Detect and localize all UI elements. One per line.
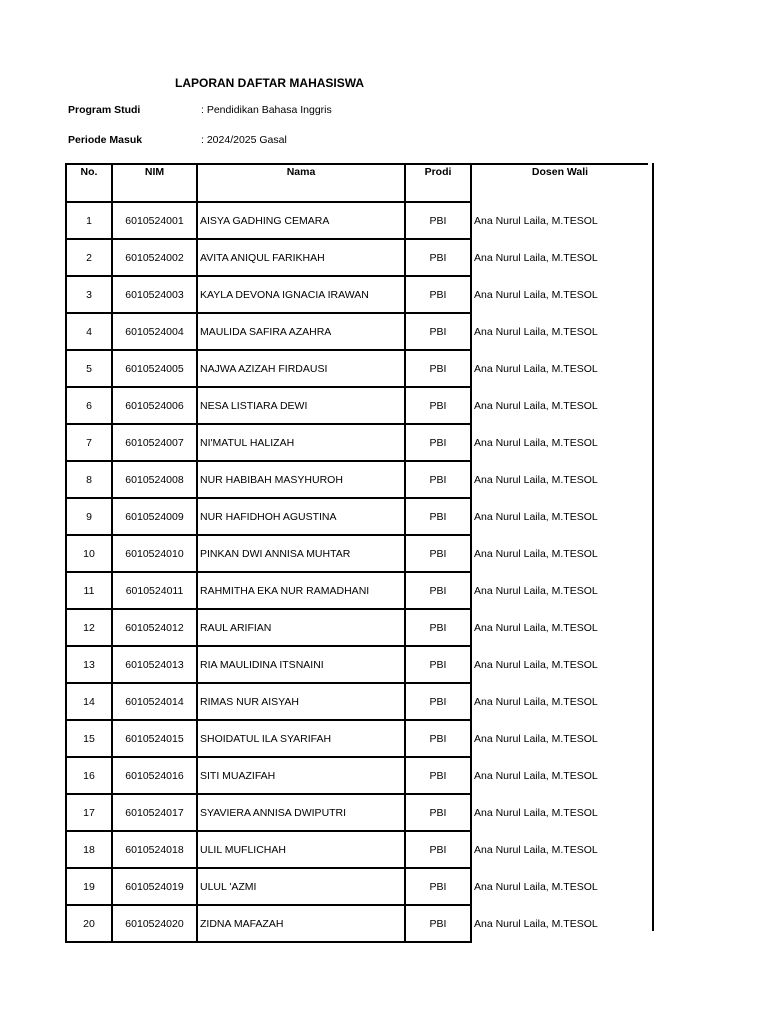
cell-nim: 6010524006 bbox=[112, 387, 197, 424]
cell-prodi: PBI bbox=[405, 313, 471, 350]
cell-prodi: PBI bbox=[405, 868, 471, 905]
cell-nim: 6010524020 bbox=[112, 905, 197, 942]
cell-no: 16 bbox=[66, 757, 112, 794]
cell-no: 1 bbox=[66, 202, 112, 239]
cell-nama: SITI MUAZIFAH bbox=[197, 757, 405, 794]
cell-nim: 6010524014 bbox=[112, 683, 197, 720]
cell-prodi: PBI bbox=[405, 720, 471, 757]
cell-prodi: PBI bbox=[405, 831, 471, 868]
cell-dosen-wali: Ana Nurul Laila, M.TESOL bbox=[474, 288, 598, 301]
cell-dosen-wali: Ana Nurul Laila, M.TESOL bbox=[474, 917, 598, 930]
table-header-row bbox=[66, 164, 648, 202]
cell-dosen-wali: Ana Nurul Laila, M.TESOL bbox=[474, 695, 598, 708]
table-row bbox=[66, 461, 648, 498]
cell-nim: 6010524009 bbox=[112, 498, 197, 535]
table-row bbox=[66, 905, 648, 942]
cell-dosen-wali: Ana Nurul Laila, M.TESOL bbox=[474, 325, 598, 338]
cell-nim: 6010524012 bbox=[112, 609, 197, 646]
cell-prodi: PBI bbox=[405, 202, 471, 239]
cell-no: 17 bbox=[66, 794, 112, 831]
cell-dosen-wali: Ana Nurul Laila, M.TESOL bbox=[474, 880, 598, 893]
cell-no: 14 bbox=[66, 683, 112, 720]
cell-nim: 6010524011 bbox=[112, 572, 197, 609]
table-row bbox=[66, 831, 648, 868]
cell-no: 15 bbox=[66, 720, 112, 757]
header-nim: NIM bbox=[112, 164, 197, 202]
table-row bbox=[66, 239, 648, 276]
table-row bbox=[66, 535, 648, 572]
cell-no: 8 bbox=[66, 461, 112, 498]
cell-nama: NAJWA AZIZAH FIRDAUSI bbox=[197, 350, 405, 387]
table-row bbox=[66, 868, 648, 905]
cell-prodi: PBI bbox=[405, 757, 471, 794]
cell-nim: 6010524010 bbox=[112, 535, 197, 572]
cell-nama: KAYLA DEVONA IGNACIA IRAWAN bbox=[197, 276, 405, 313]
cell-nama: NUR HAFIDHOH AGUSTINA bbox=[197, 498, 405, 535]
cell-no: 3 bbox=[66, 276, 112, 313]
cell-nama: NUR HABIBAH MASYHUROH bbox=[197, 461, 405, 498]
cell-dosen-wali: Ana Nurul Laila, M.TESOL bbox=[474, 251, 598, 264]
cell-no: 10 bbox=[66, 535, 112, 572]
cell-prodi: PBI bbox=[405, 387, 471, 424]
table-row bbox=[66, 350, 648, 387]
right-border-line bbox=[652, 163, 654, 931]
cell-nama: AISYA GADHING CEMARA bbox=[197, 202, 405, 239]
cell-dosen-wali: Ana Nurul Laila, M.TESOL bbox=[474, 806, 598, 819]
periode-masuk-label: Periode Masuk bbox=[68, 134, 143, 146]
cell-dosen-wali: Ana Nurul Laila, M.TESOL bbox=[474, 732, 598, 745]
cell-dosen-wali: Ana Nurul Laila, M.TESOL bbox=[474, 769, 598, 782]
table-row bbox=[66, 202, 648, 239]
cell-nim: 6010524001 bbox=[112, 202, 197, 239]
cell-nama: RIMAS NUR AISYAH bbox=[197, 683, 405, 720]
cell-no: 19 bbox=[66, 868, 112, 905]
cell-nim: 6010524003 bbox=[112, 276, 197, 313]
cell-no: 18 bbox=[66, 831, 112, 868]
cell-nim: 6010524013 bbox=[112, 646, 197, 683]
cell-dosen-wali: Ana Nurul Laila, M.TESOL bbox=[474, 362, 598, 375]
cell-nim: 6010524015 bbox=[112, 720, 197, 757]
cell-nim: 6010524018 bbox=[112, 831, 197, 868]
table-row bbox=[66, 646, 648, 683]
cell-prodi: PBI bbox=[405, 424, 471, 461]
cell-nama: AVITA ANIQUL FARIKHAH bbox=[197, 239, 405, 276]
cell-nim: 6010524005 bbox=[112, 350, 197, 387]
cell-nama: MAULIDA SAFIRA AZAHRA bbox=[197, 313, 405, 350]
cell-dosen-wali: Ana Nurul Laila, M.TESOL bbox=[474, 547, 598, 560]
cell-nama: SHOIDATUL ILA SYARIFAH bbox=[197, 720, 405, 757]
cell-prodi: PBI bbox=[405, 350, 471, 387]
cell-nim: 6010524004 bbox=[112, 313, 197, 350]
program-studi-value: : Pendidikan Bahasa Inggris bbox=[201, 104, 332, 116]
table-row bbox=[66, 276, 648, 313]
table-row bbox=[66, 387, 648, 424]
cell-nama: ZIDNA MAFAZAH bbox=[197, 905, 405, 942]
cell-nim: 6010524019 bbox=[112, 868, 197, 905]
cell-dosen-wali: Ana Nurul Laila, M.TESOL bbox=[474, 436, 598, 449]
cell-dosen-wali: Ana Nurul Laila, M.TESOL bbox=[474, 658, 598, 671]
cell-prodi: PBI bbox=[405, 535, 471, 572]
cell-no: 2 bbox=[66, 239, 112, 276]
table-row bbox=[66, 572, 648, 609]
cell-prodi: PBI bbox=[405, 239, 471, 276]
cell-prodi: PBI bbox=[405, 646, 471, 683]
cell-dosen-wali: Ana Nurul Laila, M.TESOL bbox=[474, 399, 598, 412]
report-title: LAPORAN DAFTAR MAHASISWA bbox=[175, 76, 365, 90]
cell-no: 7 bbox=[66, 424, 112, 461]
cell-nama: ULUL 'AZMI bbox=[197, 868, 405, 905]
table-row bbox=[66, 313, 648, 350]
cell-nim: 6010524002 bbox=[112, 239, 197, 276]
cell-nama: NESA LISTIARA DEWI bbox=[197, 387, 405, 424]
cell-nim: 6010524017 bbox=[112, 794, 197, 831]
cell-no: 9 bbox=[66, 498, 112, 535]
header-dosen-wali: Dosen Wali bbox=[471, 164, 648, 202]
cell-prodi: PBI bbox=[405, 683, 471, 720]
cell-prodi: PBI bbox=[405, 498, 471, 535]
cell-nim: 6010524007 bbox=[112, 424, 197, 461]
cell-prodi: PBI bbox=[405, 461, 471, 498]
student-table bbox=[65, 163, 648, 943]
cell-nama: PINKAN DWI ANNISA MUHTAR bbox=[197, 535, 405, 572]
cell-nama: SYAVIERA ANNISA DWIPUTRI bbox=[197, 794, 405, 831]
cell-prodi: PBI bbox=[405, 905, 471, 942]
cell-no: 5 bbox=[66, 350, 112, 387]
table-body bbox=[66, 202, 648, 942]
cell-dosen-wali: Ana Nurul Laila, M.TESOL bbox=[474, 584, 598, 597]
cell-no: 12 bbox=[66, 609, 112, 646]
cell-nim: 6010524008 bbox=[112, 461, 197, 498]
table-row bbox=[66, 757, 648, 794]
cell-nim: 6010524016 bbox=[112, 757, 197, 794]
cell-prodi: PBI bbox=[405, 276, 471, 313]
cell-prodi: PBI bbox=[405, 794, 471, 831]
cell-dosen-wali: Ana Nurul Laila, M.TESOL bbox=[474, 214, 598, 227]
cell-dosen-wali: Ana Nurul Laila, M.TESOL bbox=[474, 510, 598, 523]
cell-nama: NI'MATUL HALIZAH bbox=[197, 424, 405, 461]
periode-masuk-value: : 2024/2025 Gasal bbox=[201, 134, 287, 146]
cell-no: 11 bbox=[66, 572, 112, 609]
header-no: No. bbox=[66, 164, 112, 202]
cell-prodi: PBI bbox=[405, 609, 471, 646]
cell-no: 6 bbox=[66, 387, 112, 424]
cell-nama: RIA MAULIDINA ITSNAINI bbox=[197, 646, 405, 683]
table-row bbox=[66, 498, 648, 535]
table-row bbox=[66, 609, 648, 646]
cell-no: 20 bbox=[66, 905, 112, 942]
cell-prodi: PBI bbox=[405, 572, 471, 609]
cell-nama: RAUL ARIFIAN bbox=[197, 609, 405, 646]
header-prodi: Prodi bbox=[405, 164, 471, 202]
table-row bbox=[66, 424, 648, 461]
cell-nama: RAHMITHA EKA NUR RAMADHANI bbox=[197, 572, 405, 609]
cell-no: 4 bbox=[66, 313, 112, 350]
table-row bbox=[66, 720, 648, 757]
cell-nama: ULIL MUFLICHAH bbox=[197, 831, 405, 868]
cell-dosen-wali: Ana Nurul Laila, M.TESOL bbox=[474, 621, 598, 634]
cell-no: 13 bbox=[66, 646, 112, 683]
table-row bbox=[66, 794, 648, 831]
cell-dosen-wali: Ana Nurul Laila, M.TESOL bbox=[474, 843, 598, 856]
header-nama: Nama bbox=[197, 164, 405, 202]
program-studi-label: Program Studi bbox=[68, 104, 141, 116]
cell-dosen-wali: Ana Nurul Laila, M.TESOL bbox=[474, 473, 598, 486]
table-row bbox=[66, 683, 648, 720]
